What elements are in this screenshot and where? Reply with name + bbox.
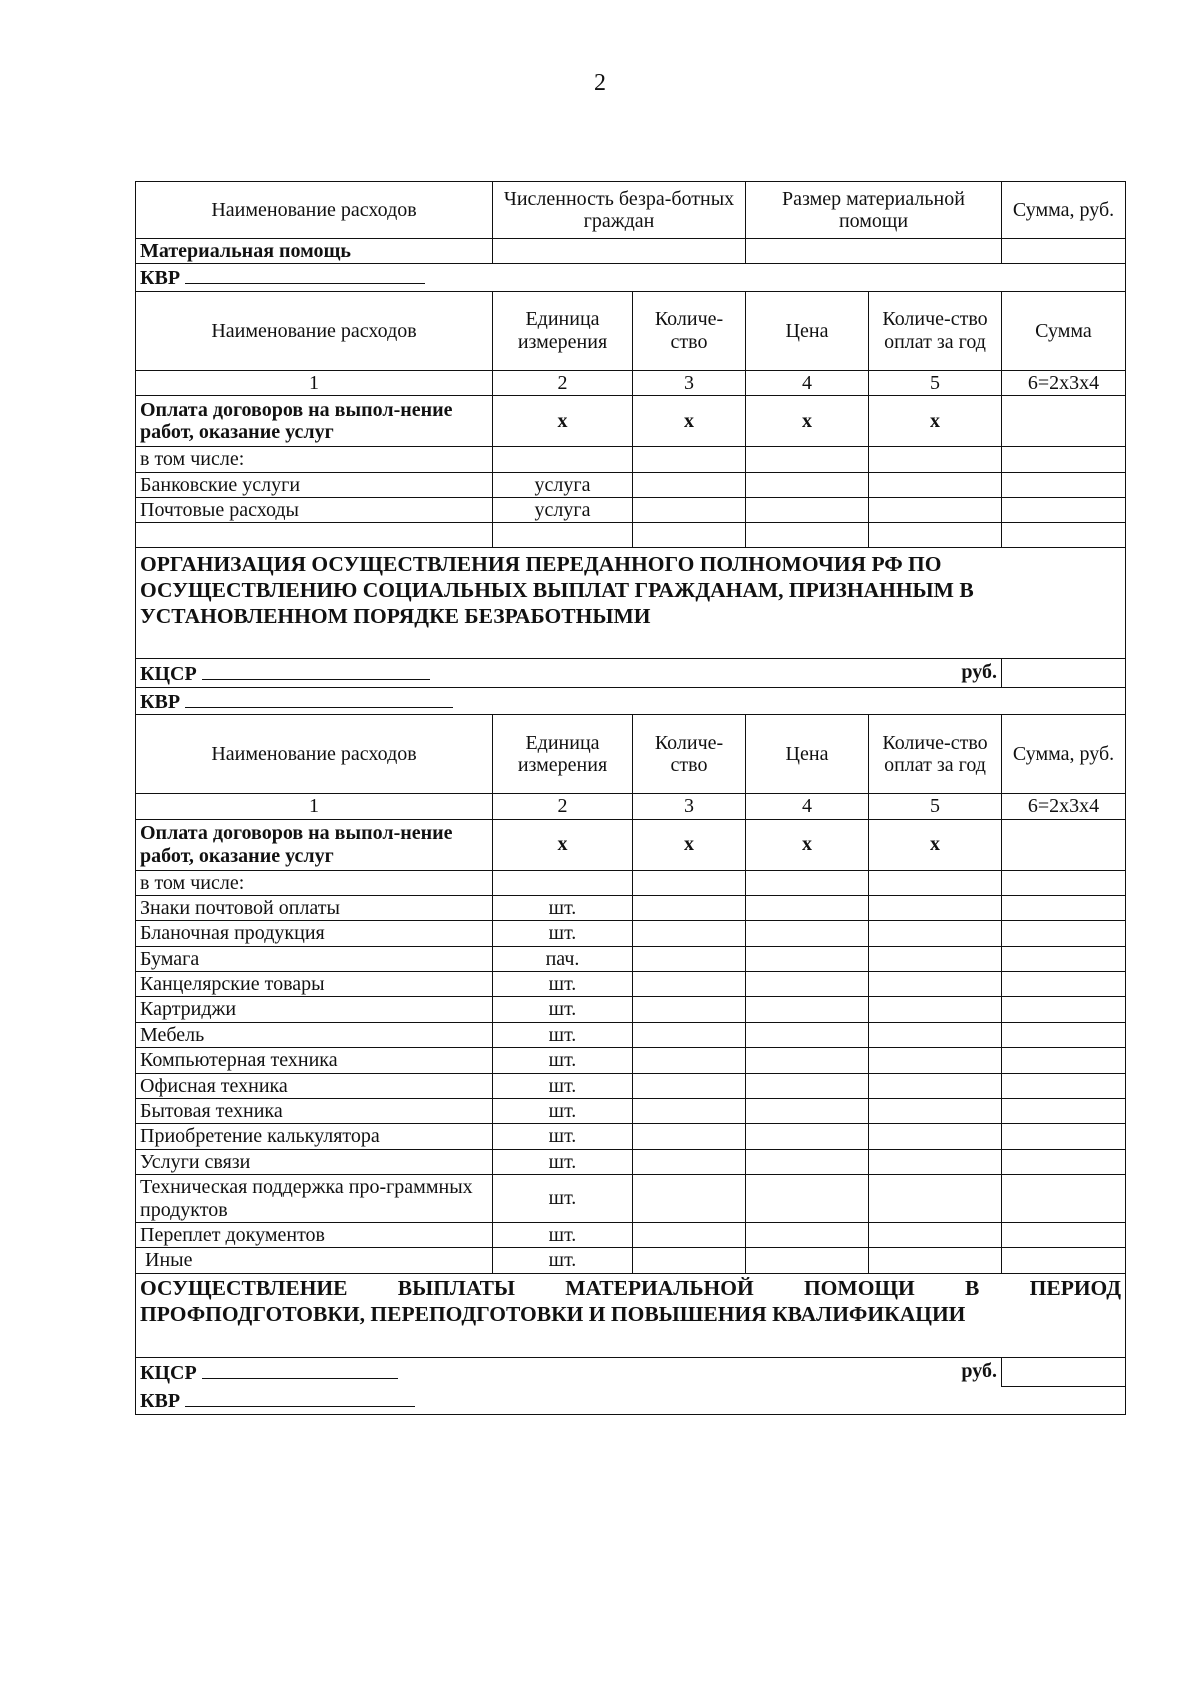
entry-cell[interactable] <box>746 946 869 971</box>
item-unit: шт. <box>493 1073 633 1098</box>
entry-cell[interactable] <box>633 1149 746 1174</box>
entry-cell[interactable] <box>869 1222 1002 1247</box>
item-name: Почтовые расходы <box>136 497 493 522</box>
column-number-row <box>136 794 1126 819</box>
detail-header-qty: Количе-ство <box>633 291 746 370</box>
entry-cell[interactable] <box>1002 1175 1126 1223</box>
column-number: 5 <box>869 370 1002 395</box>
item-unit: шт. <box>493 921 633 946</box>
item-unit: шт. <box>493 1048 633 1073</box>
table-row <box>136 1073 1126 1098</box>
entry-cell[interactable] <box>633 1048 746 1073</box>
detail-header-name: Наименование расходов <box>136 715 493 794</box>
material-aid-sum-cell[interactable] <box>1002 239 1126 264</box>
contracts-row <box>136 396 1126 447</box>
empty-row <box>136 523 1126 548</box>
entry-cell[interactable] <box>1002 1248 1126 1273</box>
item-unit: шт. <box>493 972 633 997</box>
entry-cell[interactable] <box>869 972 1002 997</box>
entry-cell[interactable] <box>869 1073 1002 1098</box>
column-number: 5 <box>869 794 1002 819</box>
material-aid-label: Материальная помощь <box>136 239 493 264</box>
header-sum-rub: Сумма, руб. <box>1002 182 1126 239</box>
entry-cell[interactable] <box>633 1022 746 1047</box>
x-mark: х <box>746 819 869 870</box>
item-name: Бланочная продукция <box>136 921 493 946</box>
including-row <box>136 870 1126 895</box>
entry-cell[interactable] <box>1002 1022 1126 1047</box>
item-name: Канцелярские товары <box>136 972 493 997</box>
column-number: 2 <box>493 794 633 819</box>
entry-cell[interactable] <box>633 1248 746 1273</box>
column-number: 1 <box>136 370 493 395</box>
item-unit: пач. <box>493 946 633 971</box>
entry-cell[interactable] <box>869 895 1002 920</box>
contracts-label: Оплата договоров на выпол-нение работ, оказание услуг <box>136 819 493 870</box>
entry-cell[interactable] <box>633 895 746 920</box>
column-number: 6=2х3х4 <box>1002 370 1126 395</box>
item-name: Переплет документов <box>136 1222 493 1247</box>
item-name: Знаки почтовой оплаты <box>136 895 493 920</box>
detail-header-unit: Единица измерения <box>493 291 633 370</box>
material-aid-amount-cell[interactable] <box>746 239 1002 264</box>
kvr-row-3 <box>136 1387 1126 1414</box>
item-unit: шт. <box>493 1248 633 1273</box>
rub-label: руб. <box>961 1360 997 1383</box>
item-unit: услуга <box>493 497 633 522</box>
header-aid-amount: Размер материальной помощи <box>746 182 1002 239</box>
entry-cell[interactable] <box>746 1124 869 1149</box>
column-number: 4 <box>746 794 869 819</box>
page-number: 2 <box>594 70 606 96</box>
entry-cell[interactable] <box>1002 972 1126 997</box>
item-unit: шт. <box>493 1124 633 1149</box>
table-row <box>136 1248 1126 1273</box>
header-unemployed-count: Численность безра-ботных граждан <box>493 182 746 239</box>
contracts-row <box>136 819 1126 870</box>
detail-header-name: Наименование расходов <box>136 291 493 370</box>
section2-items <box>136 895 1126 1273</box>
contracts-label: Оплата договоров на выпол-нение работ, оказание услуг <box>136 396 493 447</box>
budget-form <box>135 181 1125 1415</box>
entry-cell[interactable] <box>1002 1073 1126 1098</box>
item-name: Бытовая техника <box>136 1099 493 1124</box>
item-name: Офисная техника <box>136 1073 493 1098</box>
column-number: 3 <box>633 794 746 819</box>
including-label: в том числе: <box>136 870 493 895</box>
detail-header-row <box>136 715 1126 794</box>
entry-cell[interactable] <box>746 1222 869 1247</box>
column-number: 6=2х3х4 <box>1002 794 1126 819</box>
entry-cell[interactable] <box>869 946 1002 971</box>
item-unit: услуга <box>493 472 633 497</box>
table-row <box>136 921 1126 946</box>
kvr-input-line[interactable] <box>185 689 453 708</box>
table-row <box>136 1222 1126 1247</box>
entry-cell[interactable] <box>1002 1124 1126 1149</box>
item-unit: шт. <box>493 1175 633 1223</box>
item-name: Техническая поддержка про-граммных продуктов <box>136 1175 493 1223</box>
entry-cell[interactable] <box>746 972 869 997</box>
detail-header-count: Количе-ство оплат за год <box>869 715 1002 794</box>
entry-cell[interactable] <box>869 997 1002 1022</box>
budget-table <box>135 181 1126 1415</box>
section2-title: ОРГАНИЗАЦИЯ ОСУЩЕСТВЛЕНИЯ ПЕРЕДАННОГО ПОЛНОМОЧИЯ РФ ПО ОСУЩЕСТВЛЕНИЮ СОЦИАЛЬНЫХ ВЫПЛАТ ГРАЖДАНАМ, ПРИЗНАННЫМ В УСТАНОВЛЕННОМ ПОРЯДКЕ БЕЗРАБОТНЫМИ <box>136 548 1126 658</box>
entry-cell[interactable] <box>633 1124 746 1149</box>
entry-cell[interactable] <box>633 1099 746 1124</box>
entry-cell[interactable] <box>869 1048 1002 1073</box>
column-number: 1 <box>136 794 493 819</box>
kcsr-row-3 <box>136 1358 1126 1387</box>
table-row <box>136 1175 1126 1223</box>
entry-cell[interactable] <box>746 1248 869 1273</box>
entry-cell[interactable] <box>869 1022 1002 1047</box>
entry-cell[interactable] <box>746 1048 869 1073</box>
kvr-label: КВР <box>140 690 181 713</box>
detail-header-price: Цена <box>746 715 869 794</box>
entry-cell[interactable] <box>869 1099 1002 1124</box>
section3-title-line2: ПРОФПОДГОТОВКИ, ПЕРЕПОДГОТОВКИ И ПОВЫШЕНИЯ КВАЛИФИКАЦИИ <box>140 1301 966 1326</box>
detail-header-sum-rub: Сумма, руб. <box>1002 715 1126 794</box>
entry-cell[interactable] <box>633 921 746 946</box>
entry-cell[interactable] <box>746 921 869 946</box>
item-name: Иные <box>136 1248 493 1273</box>
table-row <box>136 497 1126 522</box>
entry-cell[interactable] <box>633 972 746 997</box>
item-name: Компьютерная техника <box>136 1048 493 1073</box>
entry-cell[interactable] <box>869 921 1002 946</box>
entry-cell[interactable] <box>633 997 746 1022</box>
entry-cell[interactable] <box>1002 1149 1126 1174</box>
item-unit: шт. <box>493 1022 633 1047</box>
table-row <box>136 1022 1126 1047</box>
table-row <box>136 1124 1126 1149</box>
column-number: 3 <box>633 370 746 395</box>
item-name: Банковские услуги <box>136 472 493 497</box>
detail-header-sum: Сумма <box>1002 291 1126 370</box>
entry-cell[interactable] <box>633 1222 746 1247</box>
entry-cell[interactable] <box>1002 895 1126 920</box>
entry-cell[interactable] <box>746 997 869 1022</box>
kvr-row-1 <box>136 264 1126 291</box>
entry-cell[interactable] <box>746 1022 869 1047</box>
item-unit: шт. <box>493 997 633 1022</box>
x-mark: х <box>633 396 746 447</box>
entry-cell[interactable] <box>746 895 869 920</box>
kcsr-row-2 <box>136 658 1126 687</box>
item-name: Картриджи <box>136 997 493 1022</box>
rub-input-box[interactable] <box>1002 658 1126 687</box>
column-number: 4 <box>746 370 869 395</box>
x-mark: х <box>746 396 869 447</box>
table-row <box>136 1149 1126 1174</box>
kcsr-label: КЦСР <box>140 662 197 685</box>
entry-cell[interactable] <box>1002 921 1126 946</box>
entry-cell[interactable] <box>1002 997 1126 1022</box>
x-mark: х <box>633 819 746 870</box>
kvr-input-line[interactable] <box>185 265 425 284</box>
entry-cell[interactable] <box>633 1175 746 1223</box>
kcsr-input-line[interactable] <box>202 661 430 680</box>
including-row <box>136 447 1126 472</box>
item-unit: шт. <box>493 1149 633 1174</box>
table-row <box>136 972 1126 997</box>
x-mark: х <box>493 819 633 870</box>
item-unit: шт. <box>493 1099 633 1124</box>
entry-cell[interactable] <box>746 1149 869 1174</box>
material-aid-count-cell[interactable] <box>493 239 746 264</box>
entry-cell[interactable] <box>746 1073 869 1098</box>
section2-title-row <box>136 548 1126 658</box>
column-number: 2 <box>493 370 633 395</box>
detail-header-price: Цена <box>746 291 869 370</box>
entry-cell[interactable] <box>633 1073 746 1098</box>
entry-cell[interactable] <box>869 1175 1002 1223</box>
item-name: Приобретение калькулятора <box>136 1124 493 1149</box>
contracts-sum-cell[interactable] <box>1002 819 1126 870</box>
kcsr-input-line[interactable] <box>202 1360 398 1379</box>
item-name: Бумага <box>136 946 493 971</box>
kvr-row-2 <box>136 687 1126 714</box>
entry-cell[interactable] <box>869 1124 1002 1149</box>
detail-header-row <box>136 291 1126 370</box>
entry-cell[interactable] <box>1002 1099 1126 1124</box>
entry-cell[interactable] <box>746 1175 869 1223</box>
kvr-label: КВР <box>140 267 181 290</box>
entry-cell[interactable] <box>1002 1048 1126 1073</box>
header-expense-name: Наименование расходов <box>136 182 493 239</box>
entry-cell[interactable] <box>869 1248 1002 1273</box>
kvr-label: КВР <box>140 1390 181 1413</box>
item-name: Услуги связи <box>136 1149 493 1174</box>
entry-cell[interactable] <box>633 946 746 971</box>
item-unit: шт. <box>493 895 633 920</box>
x-mark: х <box>869 819 1002 870</box>
detail-header-unit: Единица измерения <box>493 715 633 794</box>
entry-cell[interactable] <box>1002 1222 1126 1247</box>
x-mark: х <box>869 396 1002 447</box>
table-row <box>136 1048 1126 1073</box>
entry-cell[interactable] <box>1002 946 1126 971</box>
column-number-row <box>136 370 1126 395</box>
including-label: в том числе: <box>136 447 493 472</box>
section3-title-line1: ОСУЩЕСТВЛЕНИЕ ВЫПЛАТЫ МАТЕРИАЛЬНОЙ ПОМОЩИ В ПЕРИОД <box>140 1275 1121 1300</box>
kvr-input-line[interactable] <box>185 1388 415 1407</box>
rub-label: руб. <box>961 660 997 683</box>
entry-cell[interactable] <box>746 1099 869 1124</box>
item-name: Мебель <box>136 1022 493 1047</box>
item-unit: шт. <box>493 1222 633 1247</box>
detail-header-qty: Количе-ство <box>633 715 746 794</box>
section3-title-row <box>136 1273 1126 1358</box>
table-row <box>136 895 1126 920</box>
material-aid-header-row <box>136 182 1126 239</box>
table-row <box>136 946 1126 971</box>
x-mark: х <box>493 396 633 447</box>
material-aid-row <box>136 239 1126 264</box>
table-row <box>136 1099 1126 1124</box>
rub-input-box[interactable] <box>1002 1358 1126 1387</box>
table-row <box>136 997 1126 1022</box>
kcsr-label: КЦСР <box>140 1362 197 1385</box>
entry-cell[interactable] <box>869 1149 1002 1174</box>
table-row <box>136 472 1126 497</box>
contracts-sum-cell[interactable] <box>1002 396 1126 447</box>
detail-header-count: Количе-ство оплат за год <box>869 291 1002 370</box>
